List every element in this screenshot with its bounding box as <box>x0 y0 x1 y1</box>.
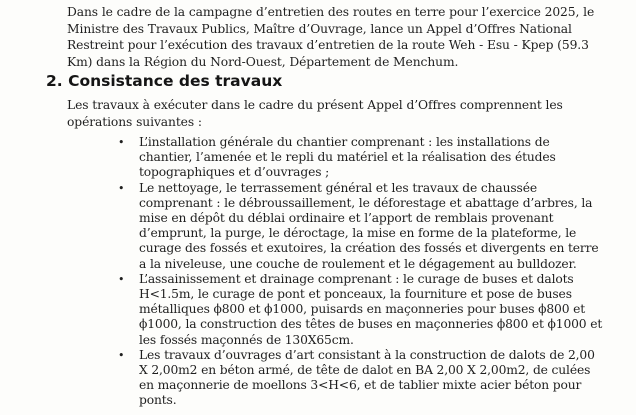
list-item <box>118 181 604 272</box>
list-item-text: Le nettoyage, le terrassement général et les travaux de chaussée comprenant : le débroussaillement, le déforestage et abattage d’arbres, la mise en dépôt du déblai ordinaire et l’apport de remblais provenant d’emprunt, la purge, le déroctage, la mise en forme de la plateforme, le curage des fossés et exutoires, la création des fossés et divergents en terre a la niveleuse, une couche de roulement et le dégagement au bulldozer. <box>139 180 599 271</box>
bullet-icon: • <box>118 348 125 362</box>
operations-list <box>118 135 604 409</box>
list-item-text: L’installation générale du chantier comprenant : les installations de chantier, l’amenée et le repli du matériel et la réalisation des études topographiques et d’ouvrages ; <box>139 135 556 180</box>
lead-paragraph: Les travaux à exécuter dans le cadre du présent Appel d’Offres comprennent les opérations suivantes : <box>67 98 563 129</box>
list-item <box>118 348 604 409</box>
bullet-icon: • <box>118 136 125 149</box>
list-item-text: L’assainissement et drainage comprenant : le curage de buses et dalots H<1.5m, le curage de pont et ponceaux, la fourniture et pose de buses métalliques ϕ800 et ϕ1000, puisards en maçonneries pour buses ϕ800 et ϕ1000, la construction des têtes de buses en maçonneries ϕ800 et ϕ1000 et les fossés maçonnés de 130X65cm. <box>139 271 603 347</box>
intro-paragraph: Dans le cadre de la campagne d’entretien des routes en terre pour l’exercice 2025, le Ministre des Travaux Publics, Maître d’Ouvrage, lance un Appel d’Offres National Restreint pour l’exécution des travaux d’entretien de la route Weh - Esu - Kpep (59.3 Km) dans la Région du Nord-Ouest, Département de Menchum. <box>67 5 595 69</box>
list-item <box>118 135 604 181</box>
bullet-icon: • <box>118 181 125 195</box>
section-heading: 2. Consistance des travaux <box>46 72 283 90</box>
list-item <box>118 272 604 348</box>
list-item-text: Les travaux d’ouvrages d’art consistant à la construction de dalots de 2,00 X 2,00m2 en béton armé, de tête de dalot en BA 2,00 X 2,00m2, de culées en maçonnerie de moellons 3<H<6, et de tablier mixte acier béton pour ponts. <box>139 347 595 408</box>
bullet-icon: • <box>118 272 125 286</box>
